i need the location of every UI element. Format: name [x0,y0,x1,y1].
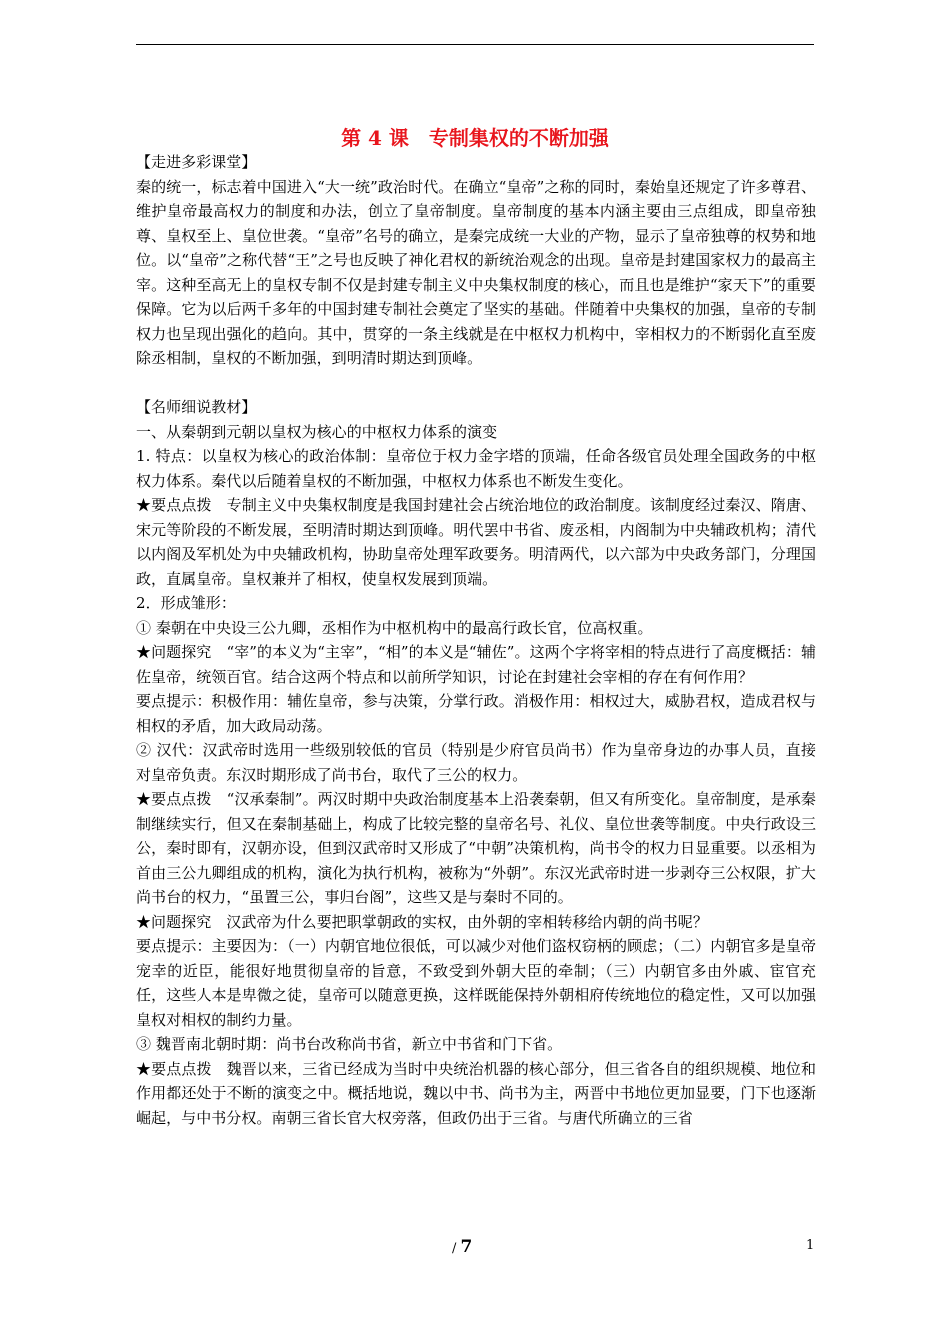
teacher-paragraph: 1. 特点：以皇权为核心的政治体制：皇帝位于权力金字塔的顶端，任命各级官员处理全国政务的中枢权力体系。秦代以后随着皇权的不断加强，中枢权力体系也不断发生变化。 [136,447,816,490]
header-rule [136,44,814,45]
paragraph-gap [136,371,816,396]
teacher-paragraph: 要点提示：积极作用：辅佐皇帝，参与决策，分掌行政。消极作用：相权过大，威胁君权，造成君权与相权的矛盾，加大政局动荡。 [136,692,816,735]
teacher-paragraph: ★要点点拨 专制主义中央集权制度是我国封建社会占统治地位的政治制度。该制度经过秦汉、隋唐、宋元等阶段的不断发展，至明清时期达到顶峰。明代罢中书省、废丞相，内阁制为中央辅政机构；清代以内阁及军机处为中央辅政机构，协助皇帝处理军政要务。明清两代，以六部为中央政务部门，分理国政，直属皇帝。皇权兼并了相权，使皇权发展到顶端。 [136,496,816,588]
teacher-paragraph: ★问题探究 “宰”的本义为“主宰”，“相”的本义是“辅佐”。这两个字将宰相的特点进行了高度概括：辅佐皇帝，统领百官。结合这两个特点和以前所学知识，讨论在封建社会宰相的存在有何作用？ [136,643,816,686]
section-heading-classroom: 【走进多彩课堂】 [136,153,257,171]
page-separator: / [452,1241,457,1256]
teacher-paragraph: 要点提示：主要因为：（一）内朝官地位很低，可以减少对他们盗权窃柄的顾虑；（二）内朝官多是皇帝宠幸的近臣，能很好地贯彻皇帝的旨意，不致受到外朝大臣的牵制；（三）内朝官多由外戚、宦官充任，这些人本是卑微之徒，皇帝可以随意更换，这样既能保持外朝相府传统地位的稳定性，又可以加强皇权对相权的制约力量。 [136,937,816,1029]
section-teacher-body [136,420,816,1131]
teacher-paragraph: ★要点点拨 魏晋以来，三省已经成为当时中央统治机器的核心部分，但三省各自的组织规模、地位和作用都还处于不断的演变之中。概括地说，魏以中书、尚书为主，两晋中书地位更加显要，门下也逐渐崛起，与中书分权。南朝三省长官大权旁落，但政仍出于三省。与唐代所确立的三省 [136,1059,816,1127]
teacher-paragraph: 2．形成雏形： [136,594,236,612]
page-total: 7 [460,1237,473,1257]
classroom-paragraph: 秦的统一，标志着中国进入“大一统”政治时代。在确立“皇帝”之称的同时，秦始皇还规定了许多尊君、维护皇帝最高权力的制度和办法，创立了皇帝制度。皇帝制度的基本内涵主要由三点组成，即皇帝独尊、皇权至上、皇位世袭。“皇帝”名号的确立，是秦完成统一大业的产物，显示了皇帝独尊的权势和地位。以“皇帝”之称代替“王”之号也反映了神化君权的新统治观念的出现。皇帝是封建国家权力的最高主宰。这种至高无上的皇权专制不仅是封建专制主义中央集权制度的核心，而且也是维护“家天下”的重要保障。它为以后两千多年的中国封建专制社会奠定了坚实的基础。伴随着中央集权的加强，皇帝的专制权力也呈现出强化的趋向。其中，贯穿的一条主线就是在中枢权力机构中，宰相权力的不断弱化直至废除丞相制，皇权的不断加强，到明清时期达到顶峰。 [136,177,816,367]
page-indicator [452,1237,472,1257]
page-number: 1 [806,1238,815,1253]
teacher-paragraph: ★问题探究 汉武帝为什么要把职掌朝政的实权，由外朝的宰相转移给内朝的尚书呢？ [136,912,708,931]
teacher-paragraph: ★要点点拨 “汉承秦制”。两汉时期中央政治制度基本上沿袭秦朝，但又有所变化。皇帝制度，是承秦制继续实行，但又在秦制基础上，构成了比较完整的皇帝名号、礼仪、皇位世袭等制度。中央行政设三公，秦时即有，汉朝亦设，但到汉武帝时又形成了“中朝”决策机构，尚书令的权力日显重要。以丞相为首由三公九卿组成的机构，演化为执行机构，被称为“外朝”。东汉光武帝时进一步剥夺三公权限，扩大尚书台的权力，“虽置三公，事归台阁”，这些又是与秦时不同的。 [136,790,816,906]
teacher-paragraph: 一、从秦朝到元朝以皇权为核心的中枢权力体系的演变 [136,422,498,441]
document-body [136,150,816,1130]
page-title: 第 4 课 专制集权的不断加强 [341,126,609,150]
teacher-paragraph: ① 秦朝在中央设三公九卿，丞相作为中枢机构中的最高行政长官，位高权重。 [136,618,653,637]
teacher-paragraph: ② 汉代：汉武帝时选用一些级别较低的官员（特别是少府官员尚书）作为皇帝身边的办事人员，直接对皇帝负责。东汉时期形成了尚书台，取代了三公的权力。 [136,741,816,784]
teacher-paragraph: ③ 魏晋南北朝时期：尚书台改称尚书省，新立中书省和门下省。 [136,1035,563,1053]
section-classroom-body [136,175,816,371]
section-heading-teacher: 【名师细说教材】 [136,398,257,416]
